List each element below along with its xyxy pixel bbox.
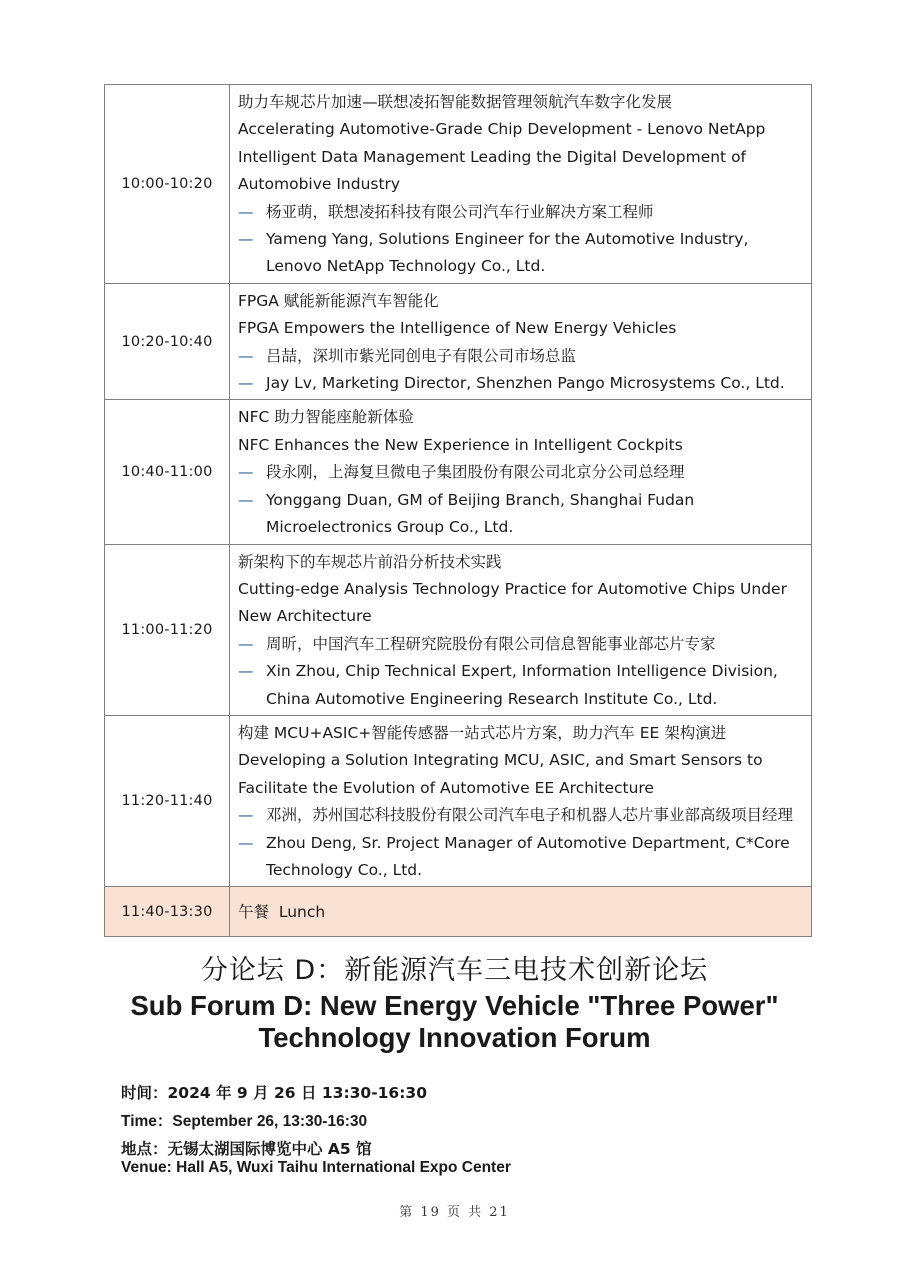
lunch-label: 午餐 Lunch [230,887,812,937]
session-time: 11:20-11:40 [105,715,230,886]
session-title-en: NFC Enhances the New Experience in Intelligent Cockpits [238,435,683,454]
speaker-text: 周昕，中国汽车工程研究院股份有限公司信息智能事业部芯片专家 [266,634,716,653]
session-title-zh: 助力车规芯片加速—联想凌拓智能数据管理领航汽车数字化发展 [238,93,673,111]
speaker-text: Yameng Yang, Solutions Engineer for the Automotive Industry, Lenovo NetApp Technology Co., Ltd. [266,230,749,276]
speaker-en [238,830,805,885]
speaker-en [238,226,805,281]
session-title-en: Facilitate the Evolution of Automotive EE Architecture [238,778,654,797]
session-title-en: Accelerating Automotive-Grade Chip Development - Lenovo NetApp [238,120,766,139]
speaker-text: 段永刚，上海复旦微电子集团股份有限公司北京分公司总经理 [266,463,685,482]
speaker-text: Jay Lv, Marketing Director, Shenzhen Pango Microsystems Co., Ltd. [266,374,785,393]
session-content [230,544,812,715]
meta-time-zh: 时间：2024 年 9 月 26 日 13:30-16:30 [121,1084,427,1102]
agenda-row [105,85,812,284]
meta-time-en: Time：September 26, 13:30-16:30 [121,1113,368,1130]
session-time: 10:00-10:20 [105,85,230,284]
agenda-table [104,84,812,937]
session-title-en: Developing a Solution Integrating MCU, ASIC, and Smart Sensors to [238,751,763,770]
dash-icon: — [238,833,254,852]
forum-title-en-line1: Sub Forum D: New Energy Vehicle "Three Power" [130,990,779,1021]
dash-icon: — [238,346,254,365]
forum-meta [121,1081,511,1181]
forum-heading [0,952,909,1054]
agenda-row [105,400,812,544]
speaker-en [238,370,805,397]
session-content [230,400,812,544]
dash-icon: — [238,374,254,393]
dash-icon: — [238,806,254,825]
speaker-zh [238,343,805,370]
speaker-en [238,658,805,713]
meta-venue-en: Venue: Hall A5, Wuxi Taihu International Expo Center [121,1159,511,1176]
lunch-time: 11:40-13:30 [105,887,230,937]
speaker-zh [238,199,805,226]
session-time: 10:40-11:00 [105,400,230,544]
speaker-text: Xin Zhou, Chip Technical Expert, Information Intelligence Division, China Automotive Engineering Research Institute Co., Ltd. [266,662,778,708]
session-title-en: Automobive Industry [238,175,401,194]
speaker-text: 杨亚萌，联想凌拓科技有限公司汽车行业解决方案工程师 [266,202,654,221]
session-title-zh: FPGA 赋能新能源汽车智能化 [238,291,439,310]
session-title-zh: NFC 助力智能座舱新体验 [238,408,414,427]
speaker-text: Yonggang Duan, GM of Beijing Branch, Shanghai Fudan Microelectronics Group Co., Ltd. [266,490,695,537]
agenda-row [105,715,812,886]
dash-icon: — [238,634,254,653]
speaker-text: Zhou Deng, Sr. Project Manager of Automotive Department, C*Core Technology Co., Ltd. [266,833,790,879]
meta-venue-zh: 地点：无锡太湖国际博览中心 A5 馆 [121,1140,372,1158]
speaker-zh [238,631,805,658]
dash-icon: — [238,202,254,221]
session-content [230,283,812,400]
session-title-zh: 构建 MCU+ASIC+智能传感器一站式芯片方案，助力汽车 EE 架构演进 [238,723,727,742]
session-title-en: New Architecture [238,607,372,626]
forum-title-zh: 分论坛 D：新能源汽车三电技术创新论坛 [200,955,709,986]
speaker-zh [238,802,805,829]
speaker-en [238,487,805,542]
session-time: 11:00-11:20 [105,544,230,715]
lunch-row [105,887,812,937]
session-title-en: FPGA Empowers the Intelligence of New Energy Vehicles [238,319,677,338]
session-time: 10:20-10:40 [105,283,230,400]
session-title-en: Cutting-edge Analysis Technology Practice for Automotive Chips Under [238,579,787,598]
dash-icon: — [238,490,254,509]
session-title-zh: 新架构下的车规芯片前沿分析技术实践 [238,552,502,571]
dash-icon: — [238,463,254,482]
session-title-en: Intelligent Data Management Leading the Digital Development of [238,147,747,166]
speaker-text: 邓洲，苏州国芯科技股份有限公司汽车电子和机器人芯片事业部高级项目经理 [266,806,794,825]
agenda-row [105,544,812,715]
session-content [230,715,812,886]
forum-title-en-line2: Technology Innovation Forum [258,1022,651,1053]
speaker-text: 吕喆，深圳市紫光同创电子有限公司市场总监 [266,346,577,365]
page-footer: 第 19 页 共 21 [399,1205,510,1220]
speaker-zh [238,459,805,486]
dash-icon: — [238,230,254,249]
agenda-row [105,283,812,400]
session-content [230,85,812,284]
dash-icon: — [238,662,254,681]
